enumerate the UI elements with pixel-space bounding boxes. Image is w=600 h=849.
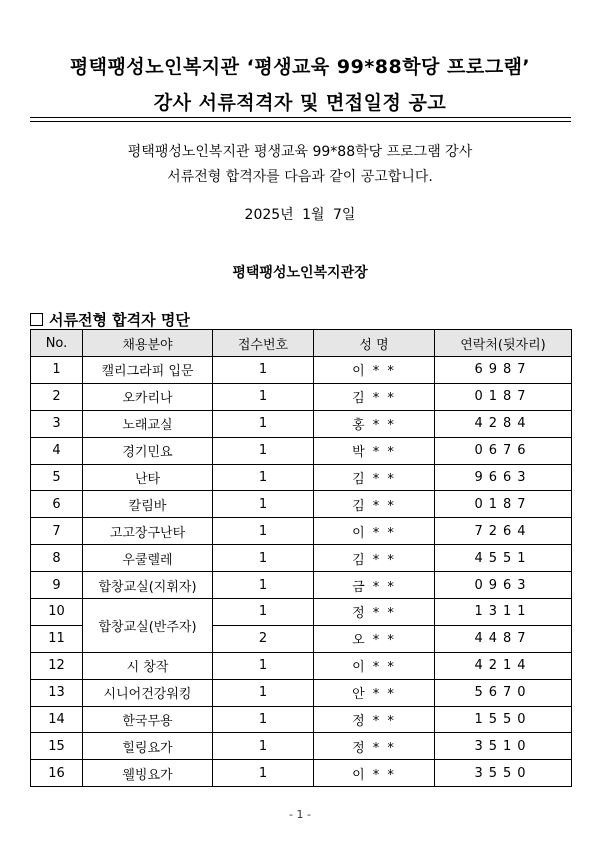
table-row (31, 652, 572, 679)
col-header-no: No. (31, 330, 83, 357)
cell-phone: 6987 (435, 357, 572, 384)
intro-line2: 서류전형 합격자를 다음과 같이 공고합니다. (167, 169, 433, 185)
cell-name: 박 * * (314, 437, 435, 464)
table-row (31, 760, 572, 787)
cell-field: 캘리그라피 입문 (83, 357, 213, 384)
cell-field: 칼림바 (83, 491, 213, 518)
cell-name: 정 * * (314, 733, 435, 760)
cell-no: 12 (31, 652, 83, 679)
cell-field: 오카리나 (83, 383, 213, 410)
table-row (31, 491, 572, 518)
cell-phone: 4214 (435, 652, 572, 679)
table-row (31, 679, 572, 706)
table-row (31, 572, 572, 599)
cell-field: 합창교실(반주자) (83, 599, 213, 653)
cell-no: 1 (31, 357, 83, 384)
cell-name: 정 * * (314, 599, 435, 626)
cell-receipt: 2 (213, 625, 314, 652)
cell-field: 힐링요가 (83, 733, 213, 760)
cell-name: 김 * * (314, 491, 435, 518)
table-row (31, 518, 572, 545)
intro-line1: 평택팽성노인복지관 평생교육 99*88학당 프로그램 강사 (127, 144, 473, 160)
cell-name: 김 * * (314, 464, 435, 491)
cell-field: 합창교실(지휘자) (83, 572, 213, 599)
table-row (31, 599, 572, 626)
cell-receipt: 1 (213, 652, 314, 679)
cell-name: 이 * * (314, 518, 435, 545)
cell-name: 정 * * (314, 706, 435, 733)
cell-phone: 1311 (435, 599, 572, 626)
table-row (31, 383, 572, 410)
cell-receipt: 1 (213, 599, 314, 626)
cell-phone: 3510 (435, 733, 572, 760)
cell-field: 시니어건강워킹 (83, 679, 213, 706)
cell-receipt: 1 (213, 760, 314, 787)
table-row (31, 357, 572, 384)
cell-name: 홍 * * (314, 410, 435, 437)
table-header-row (31, 330, 572, 357)
cell-receipt: 1 (213, 518, 314, 545)
cell-no: 9 (31, 572, 83, 599)
cell-name: 이 * * (314, 652, 435, 679)
cell-phone: 0187 (435, 491, 572, 518)
cell-phone: 4551 (435, 545, 572, 572)
cell-name: 이 * * (314, 760, 435, 787)
table-row (31, 410, 572, 437)
table-row (31, 437, 572, 464)
checkbox-square-icon (30, 313, 43, 326)
table-row (31, 464, 572, 491)
cell-name: 금 * * (314, 572, 435, 599)
table-row (31, 733, 572, 760)
col-header-field: 채용분야 (83, 330, 213, 357)
cell-receipt: 1 (213, 733, 314, 760)
cell-phone: 1550 (435, 706, 572, 733)
cell-field: 시 창작 (83, 652, 213, 679)
cell-no: 16 (31, 760, 83, 787)
document-title-line2: 강사 서류적격자 및 면접일정 공고 (153, 92, 447, 114)
table-row (31, 706, 572, 733)
document-title-line1: 평택팽성노인복지관 ‘평생교육 99*88학당 프로그램’ (69, 56, 531, 78)
cell-phone: 9663 (435, 464, 572, 491)
cell-receipt: 1 (213, 706, 314, 733)
cell-no: 5 (31, 464, 83, 491)
title-divider-bottom (30, 121, 571, 122)
cell-field: 난타 (83, 464, 213, 491)
cell-name: 김 * * (314, 383, 435, 410)
cell-phone: 3550 (435, 760, 572, 787)
cell-receipt: 1 (213, 464, 314, 491)
table-row (31, 545, 572, 572)
cell-phone: 4284 (435, 410, 572, 437)
cell-phone: 5670 (435, 679, 572, 706)
page-number: - 1 - (289, 808, 311, 821)
cell-no: 11 (31, 625, 83, 652)
section-title: 서류전형 합격자 명단 (49, 311, 190, 329)
col-header-name: 성 명 (314, 330, 435, 357)
cell-field: 우쿨렐레 (83, 545, 213, 572)
cell-field: 노래교실 (83, 410, 213, 437)
col-header-phone: 연락처(뒷자리) (435, 330, 572, 357)
cell-receipt: 1 (213, 545, 314, 572)
col-header-receipt: 접수번호 (213, 330, 314, 357)
applicant-table (30, 329, 572, 787)
cell-phone: 0676 (435, 437, 572, 464)
cell-phone: 7264 (435, 518, 572, 545)
cell-field: 한국무용 (83, 706, 213, 733)
cell-no: 4 (31, 437, 83, 464)
section-heading (30, 309, 190, 330)
cell-no: 2 (31, 383, 83, 410)
cell-receipt: 1 (213, 679, 314, 706)
cell-name: 오 * * (314, 625, 435, 652)
cell-no: 7 (31, 518, 83, 545)
cell-phone: 0963 (435, 572, 572, 599)
cell-field: 고고장구난타 (83, 518, 213, 545)
cell-phone: 4487 (435, 625, 572, 652)
cell-phone: 0187 (435, 383, 572, 410)
cell-receipt: 1 (213, 572, 314, 599)
cell-no: 3 (31, 410, 83, 437)
title-divider-top (30, 117, 571, 118)
issuer-signature: 평택팽성노인복지관장 (232, 265, 368, 281)
cell-name: 김 * * (314, 545, 435, 572)
cell-receipt: 1 (213, 383, 314, 410)
cell-receipt: 1 (213, 410, 314, 437)
cell-name: 안 * * (314, 679, 435, 706)
cell-no: 6 (31, 491, 83, 518)
cell-no: 15 (31, 733, 83, 760)
cell-field: 웰빙요가 (83, 760, 213, 787)
cell-no: 13 (31, 679, 83, 706)
cell-name: 이 * * (314, 357, 435, 384)
cell-receipt: 1 (213, 491, 314, 518)
cell-no: 10 (31, 599, 83, 626)
cell-no: 8 (31, 545, 83, 572)
cell-no: 14 (31, 706, 83, 733)
cell-field: 경기민요 (83, 437, 213, 464)
cell-receipt: 1 (213, 357, 314, 384)
announcement-date: 2025년 1월 7일 (244, 207, 356, 223)
cell-receipt: 1 (213, 437, 314, 464)
